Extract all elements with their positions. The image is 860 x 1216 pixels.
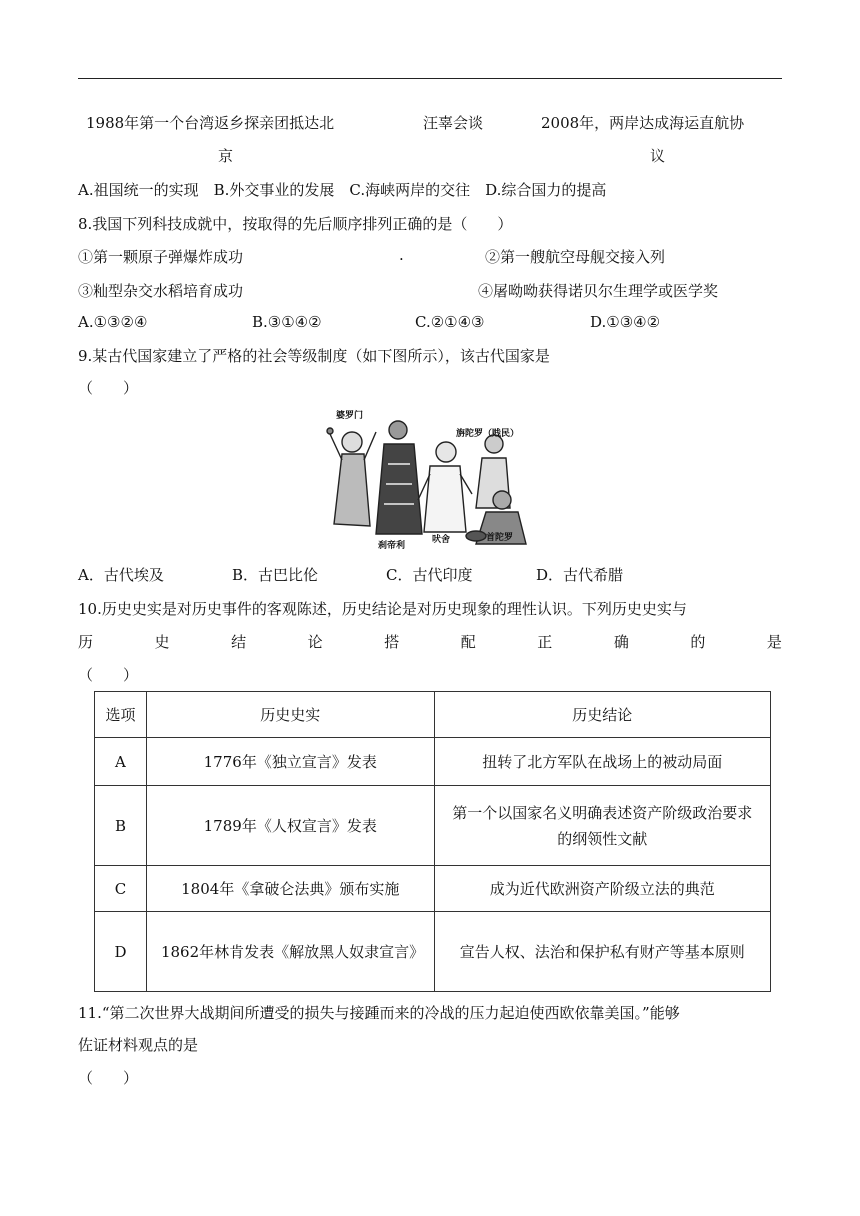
q10-char: 史 <box>154 633 170 651</box>
row-option: C <box>95 866 147 912</box>
row-conclusion: 第一个以国家名义明确表述资产阶级政治要求的纲领性文献 <box>434 786 770 866</box>
row-option: B <box>95 786 147 866</box>
q9-stem: 9.某古代国家建立了严格的社会等级制度（如下图所示），该古代国家是 <box>78 347 550 365</box>
label-brahmin: 婆罗门 <box>336 411 364 421</box>
q10-char: 历 <box>78 633 94 651</box>
q10-char: 搭 <box>384 633 400 651</box>
row-fact: 1789年《人权宣言》发表 <box>146 786 434 866</box>
caption-2: 汪辜会谈 <box>423 114 484 132</box>
q9-option-c: C．古代印度 <box>386 566 473 584</box>
row-fact: 1862年林肯发表《解放黑人奴隶宣言》 <box>146 912 434 992</box>
q9-option-d: D．古代希腊 <box>536 566 624 584</box>
q10-char: 结 <box>231 633 247 651</box>
q9-paren: （ ） <box>78 379 139 397</box>
q8-item1: ①第一颗原子弹爆炸成功 <box>78 248 244 266</box>
header-conclusion: 历史结论 <box>434 692 770 738</box>
q10-stem-line1: 10.历史史实是对历史事件的客观陈述，历史结论是对历史现象的理性认识。下列历史史实与 <box>78 600 687 618</box>
caption-3-line1: 2008年，两岸达成海运直航协 <box>541 114 745 132</box>
q8-stem: 8.我国下列科技成就中，按取得的先后顺序排列正确的是（ ） <box>78 215 513 233</box>
q10-char: 论 <box>307 633 323 651</box>
q9-option-a: A．古代埃及 <box>78 566 164 584</box>
label-vaishya: 吠舍 <box>432 535 451 545</box>
q8-option-b: B.③①④② <box>252 313 322 331</box>
q8-option-c: C.②①④③ <box>415 313 485 331</box>
q8-item3: ③籼型杂交水稻培育成功 <box>78 282 244 300</box>
q8-option-d: D.①③④② <box>590 313 661 331</box>
q8-option-a: A.①③②④ <box>78 313 148 331</box>
q7-options: A.祖国统一的实现 B.外交事业的发展 C.海峡两岸的交往 D.综合国力的提高 <box>78 181 607 199</box>
caption-1-line2: 京 <box>218 147 234 165</box>
q10-paren: （ ） <box>78 666 139 684</box>
header-rule <box>78 78 782 79</box>
row-conclusion: 扭转了北方军队在战场上的被动局面 <box>434 738 770 786</box>
q8-dot: . <box>399 246 404 264</box>
caste-illustration <box>326 404 532 550</box>
q10-stem-line2 <box>78 631 782 652</box>
row-option: D <box>95 912 147 992</box>
table-row <box>95 866 771 912</box>
q10-char: 确 <box>613 633 629 651</box>
header-option: 选项 <box>95 692 147 738</box>
row-fact: 1776年《独立宣言》发表 <box>146 738 434 786</box>
q8-item2: ②第一艘航空母舰交接入列 <box>485 248 666 266</box>
q10-char: 的 <box>690 633 706 651</box>
table-header-row <box>95 692 771 738</box>
table-row <box>95 738 771 786</box>
caption-1-line1: 1988年第一个台湾返乡探亲团抵达北 <box>86 114 335 132</box>
row-conclusion: 成为近代欧洲资产阶级立法的典范 <box>434 866 770 912</box>
q10-char: 是 <box>766 633 782 651</box>
q10-char: 正 <box>537 633 553 651</box>
table-row <box>95 786 771 866</box>
q10-char: 配 <box>460 633 476 651</box>
label-chandala: 旃陀罗（贱民） <box>456 429 520 439</box>
row-fact: 1804年《拿破仑法典》颁布实施 <box>146 866 434 912</box>
header-fact: 历史史实 <box>146 692 434 738</box>
q8-item4: ④屠呦呦获得诺贝尔生理学或医学奖 <box>478 282 719 300</box>
q11-paren: （ ） <box>78 1069 139 1087</box>
label-kshatriya: 刹帝利 <box>378 541 406 551</box>
caption-3-line2: 议 <box>650 147 666 165</box>
table-row <box>95 912 771 992</box>
row-option: A <box>95 738 147 786</box>
q11-stem-line2: 佐证材料观点的是 <box>78 1036 199 1054</box>
q9-option-b: B．古巴比伦 <box>232 566 319 584</box>
q11-stem-line1: 11.“第二次世界大战期间所遭受的损失与接踵而来的冷战的压力起迫使西欧依靠美国。”能够 <box>78 1004 680 1022</box>
label-shudra: 首陀罗 <box>486 533 514 543</box>
row-conclusion: 宣告人权、法治和保护私有财产等基本原则 <box>434 912 770 992</box>
history-table <box>94 691 771 992</box>
